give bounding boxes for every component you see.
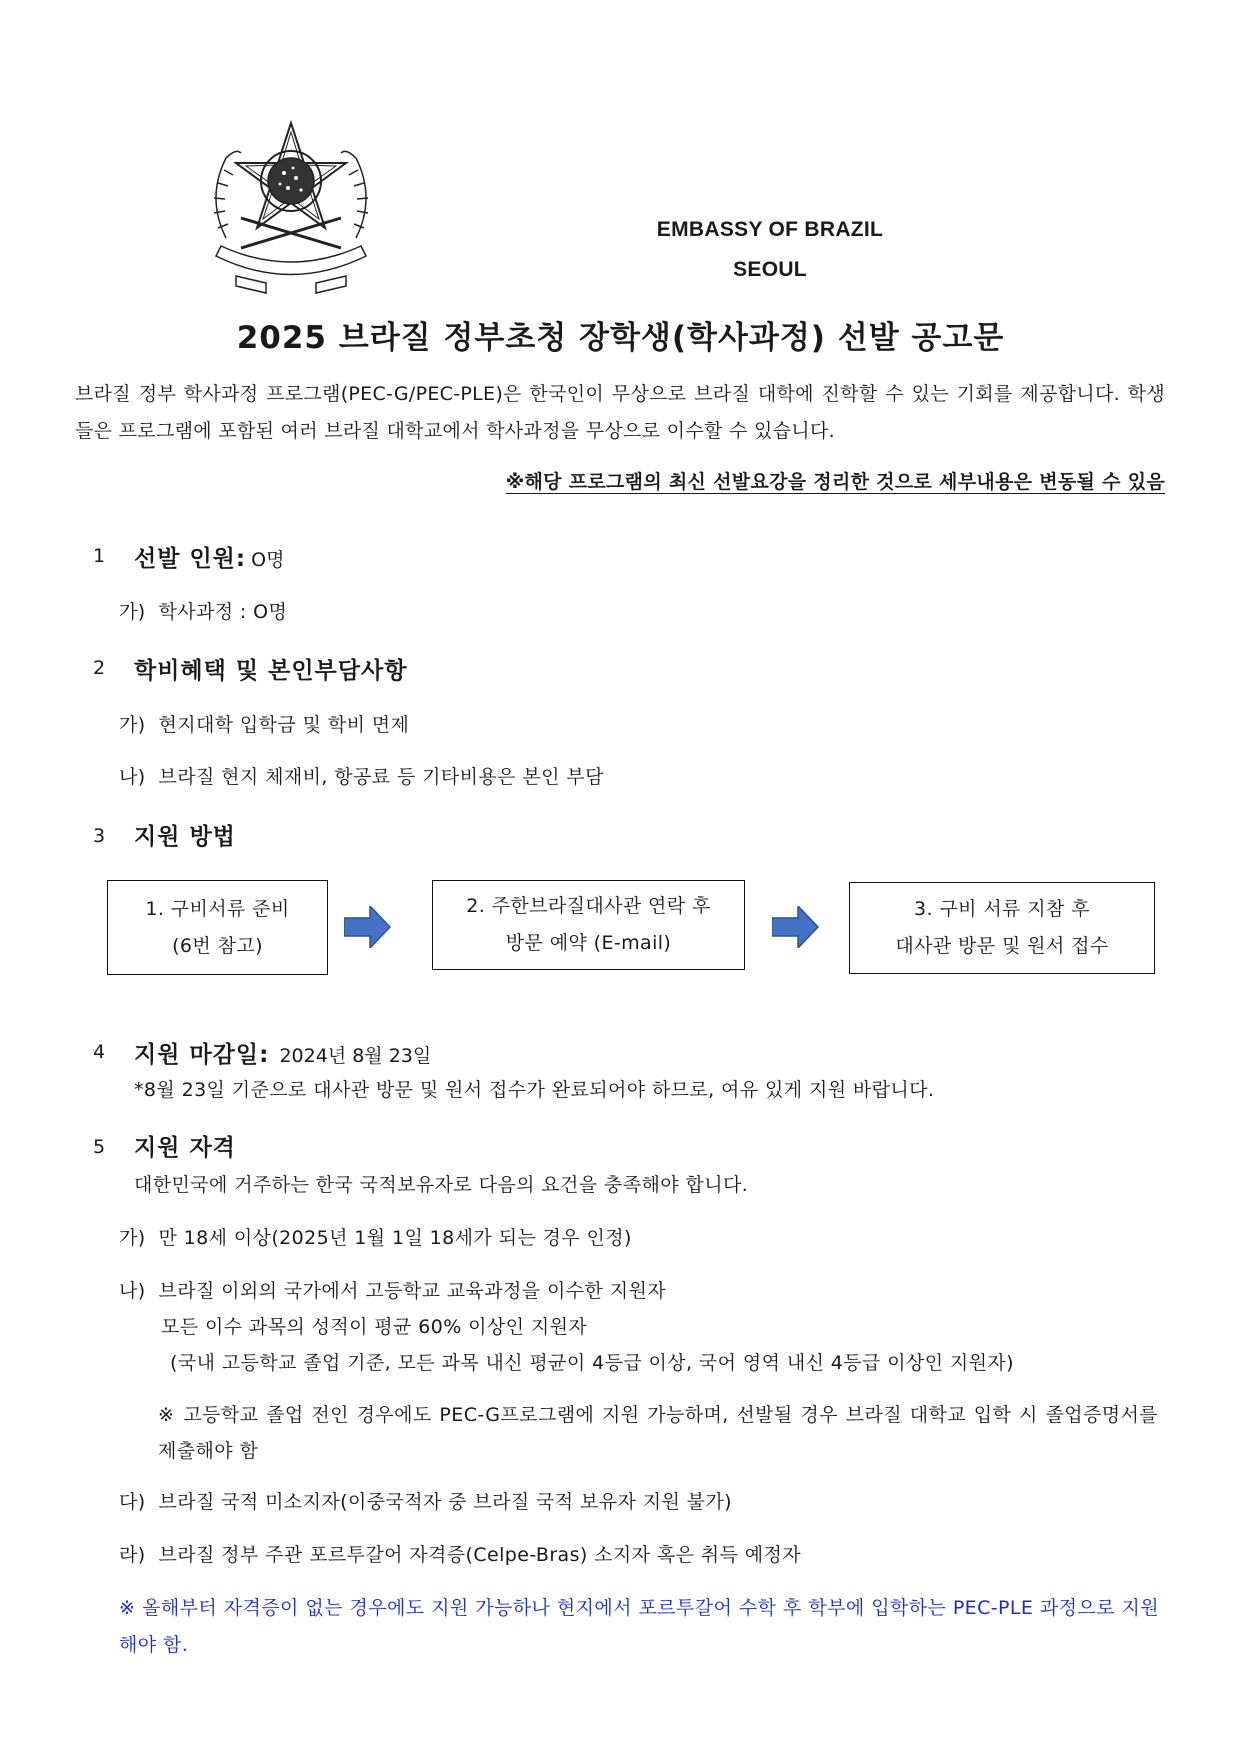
section-4-heading: 지원 마감일: 2024년 8월 23일 [134,1042,432,1068]
deadline-note: *8월 23일 기준으로 대사관 방문 및 원서 접수가 완료되어야 하므로, 여유 있게 지원 바랍니다. [134,1079,935,1101]
arrow-right-icon [344,906,392,948]
embassy-city: SEOUL [733,258,807,281]
list-item: 가) 현지대학 입학금 및 학비 면제 [119,714,410,736]
document-title: 2025 브라질 정부초청 장학생(학사과정) 선발 공고문 [236,320,1005,356]
graduation-remark: ※ 고등학교 졸업 전인 경우에도 PEC-G프로그램에 지원 가능하며, 선발될 경우 브라질 대학교 입학 시 졸업증명서를 제출해야 함 [158,1404,1158,1462]
section-3-heading: 지원 방법 [134,824,236,850]
list-item-sub: 모든 이수 과목의 성적이 평균 60% 이상인 지원자 [161,1316,588,1338]
notice-text: ※해당 프로그램의 최신 선발요강을 정리한 것으로 세부내용은 변동될 수 있음 [505,471,1165,493]
section-2-heading: 학비혜택 및 본인부담사항 [134,658,408,684]
section-4-number: 4 [93,1041,106,1063]
section-3-number: 3 [93,825,106,847]
brazil-coat-of-arms [196,118,386,296]
step-box-3: 3. 구비 서류 지참 후 대사관 방문 및 원서 접수 [849,882,1155,974]
embassy-header [560,210,980,290]
embassy-name: EMBASSY OF BRAZIL [656,218,884,241]
step-box-1: 1. 구비서류 준비 (6번 참고) [107,880,328,975]
list-item: 나) 브라질 현지 체재비, 항공료 등 기타비용은 본인 부담 [119,766,604,788]
section-title: 선발 인원: [134,546,247,572]
arrow-right-icon [772,906,820,948]
section-1-heading [134,540,284,573]
list-item: 가) 만 18세 이상(2025년 1월 1일 18세가 되는 경우 인정) [119,1227,632,1249]
pec-ple-note: ※ 올해부터 자격증이 없는 경우에도 지원 가능하나 현지에서 포르투갈어 수학 후 학부에 입학하는 PEC-PLE 과정으로 지원해야 함. [119,1597,1159,1656]
eligibility-desc: 대한민국에 거주하는 한국 국적보유자로 다음의 요건을 충족해야 합니다. [134,1174,749,1196]
list-item: 나) 브라질 이외의 국가에서 고등학교 교육과정을 이수한 지원자 [119,1280,666,1302]
list-item: 가) 학사과정 : O명 [119,601,288,623]
section-1-number: 1 [93,545,106,567]
intro-paragraph: 브라질 정부 학사과정 프로그램(PEC-G/PEC-PLE)은 한국인이 무상으로 브라질 대학에 진학할 수 있는 기회를 제공합니다. 학생들은 프로그램에 포함된 여러 브라질 대학교에서 학사과정을 무상으로 이수할 수 있습니다. [75,383,1165,442]
section-5-heading: 지원 자격 [134,1135,236,1161]
step-box-2: 2. 주한브라질대사관 연락 후 방문 예약 (E-mail) [432,880,745,970]
section-5-number: 5 [93,1136,106,1158]
list-item-sub: (국내 고등학교 졸업 기준, 모든 과목 내신 평균이 4등급 이상, 국어 영역 내신 4등급 이상인 지원자) [170,1352,1014,1374]
coat-of-arms-icon [196,118,386,296]
list-item: 라) 브라질 정부 주관 포르투갈어 자격증(Celpe-Bras) 소지자 혹은 취득 예정자 [119,1544,802,1566]
section-value: O명 [251,549,285,571]
list-item: 다) 브라질 국적 미소지자(이중국적자 중 브라질 국적 보유자 지원 불가) [119,1491,732,1513]
section-2-number: 2 [93,657,106,679]
